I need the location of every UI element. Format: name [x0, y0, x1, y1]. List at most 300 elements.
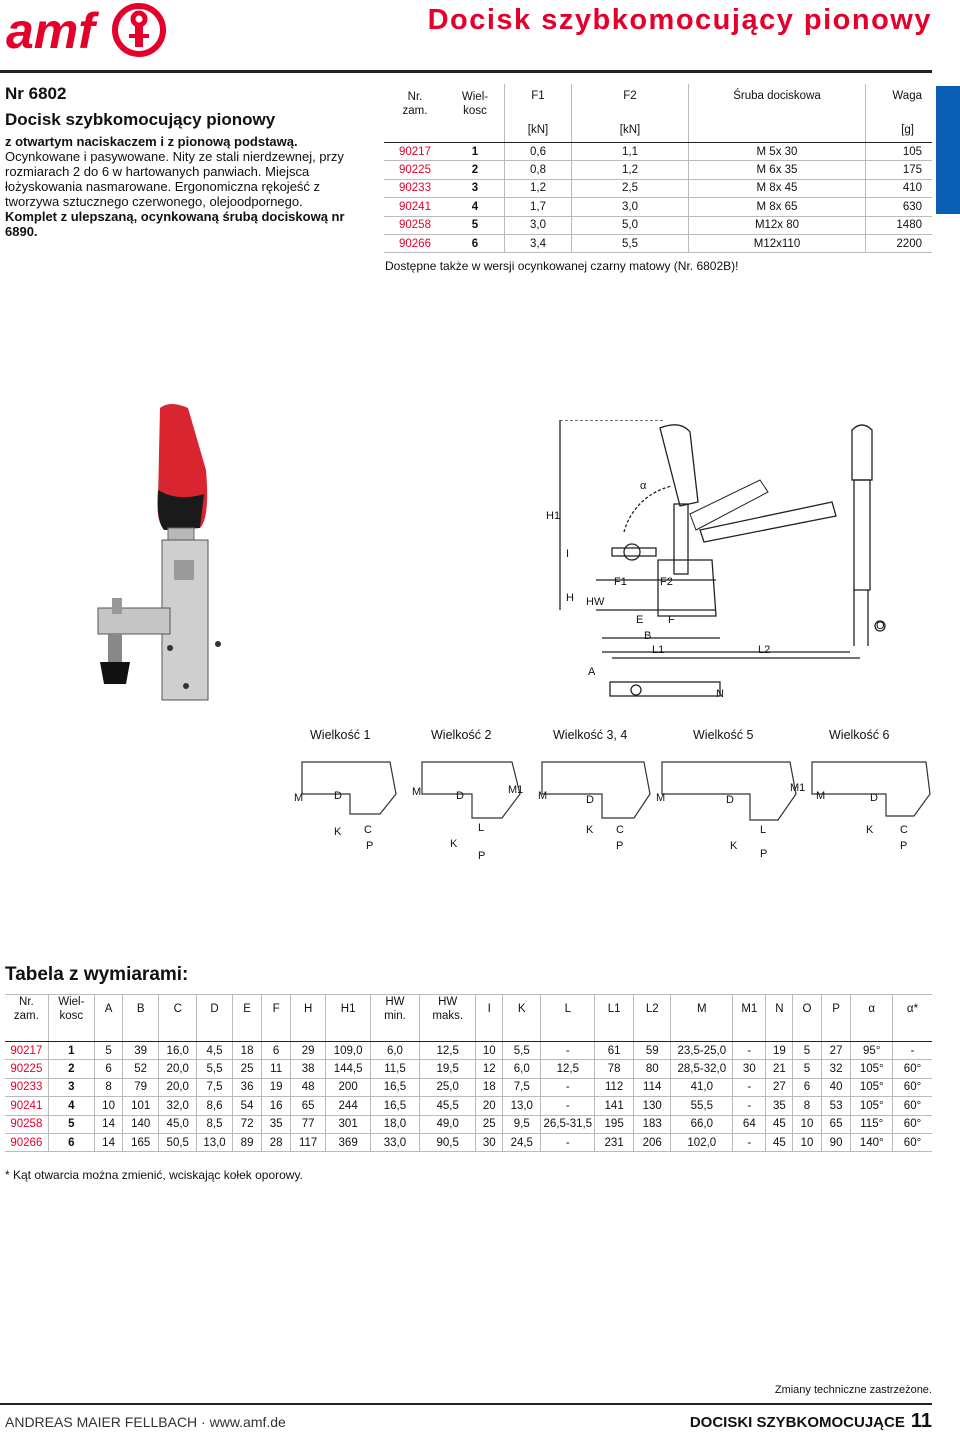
order-number: 90241 — [5, 1097, 48, 1115]
header-gap-cell — [595, 1023, 634, 1042]
table-cell: 183 — [634, 1115, 671, 1133]
drawing-dim-label: H — [566, 592, 574, 604]
footer-section — [690, 1410, 932, 1433]
table-cell: 5,5 — [572, 234, 689, 252]
table-cell: 3,0 — [572, 198, 689, 216]
table-cell: 5,5 — [503, 1042, 541, 1060]
table-cell: 5,5 — [197, 1060, 232, 1078]
variant-row — [384, 143, 932, 161]
table-cell: 3,0 — [505, 216, 572, 234]
table-cell: 12 — [476, 1060, 503, 1078]
table-cell: 5 — [793, 1042, 821, 1060]
table-cell: - — [733, 1042, 766, 1060]
drawing-dim-label: F2 — [660, 576, 673, 588]
table-cell: 20 — [476, 1097, 503, 1115]
table-cell: 1 — [48, 1042, 94, 1060]
drawing-dim-label: B — [644, 630, 652, 642]
dims-row — [5, 1060, 932, 1078]
table-cell: 45 — [766, 1115, 793, 1133]
table-cell: 25 — [476, 1115, 503, 1133]
table-cell: 60° — [892, 1115, 932, 1133]
size-dim-label: P — [900, 840, 908, 852]
variant-note: Dostępne także w wersji ocynkowanej czarny matowy (Nr. 6802B)! — [385, 259, 739, 273]
product-variants-table — [384, 84, 932, 253]
size-dim-label: P — [366, 840, 374, 852]
table-cell: 30 — [476, 1133, 503, 1151]
table-cell: 20,0 — [159, 1078, 197, 1096]
header-gap-cell — [5, 1023, 48, 1042]
table-cell: M 5x 30 — [689, 143, 866, 161]
table-cell: 2 — [446, 161, 505, 179]
order-number: 90241 — [384, 198, 446, 216]
unit-label: [kN] — [572, 118, 689, 143]
variant-row — [384, 234, 932, 252]
footer-company: ANDREAS MAIER FELLBACH · www.amf.de — [5, 1414, 286, 1430]
table-cell: 10 — [476, 1042, 503, 1060]
table-cell: 20,0 — [159, 1060, 197, 1078]
unit-label: [g] — [866, 118, 933, 143]
table-cell: 60° — [892, 1097, 932, 1115]
table-cell: 2200 — [866, 234, 933, 252]
header-gap-cell — [766, 1023, 793, 1042]
drawing-dim-label: E — [636, 614, 644, 626]
table-cell: 25,0 — [420, 1078, 476, 1096]
table-cell: 3 — [446, 179, 505, 197]
table-cell: 101 — [123, 1097, 159, 1115]
table-cell: 140° — [851, 1133, 893, 1151]
header-gap-cell — [159, 1023, 197, 1042]
table-cell: 80 — [634, 1060, 671, 1078]
product-name: Docisk szybkomocujący pionowy — [5, 110, 276, 129]
unit-label: [kN] — [505, 118, 572, 143]
col-header: Nr. zam. — [402, 91, 428, 117]
size-dim-label: M — [656, 792, 666, 804]
order-number: 90258 — [384, 216, 446, 234]
product-subtitle: z otwartym naciskaczem i z pionową podstawą. — [5, 134, 298, 149]
table-cell: 18,0 — [370, 1115, 419, 1133]
drawing-dim-label: I — [566, 548, 570, 560]
order-number: 90258 — [5, 1115, 48, 1133]
table-cell: 301 — [326, 1115, 370, 1133]
table-cell: 4 — [446, 198, 505, 216]
table-cell: 105° — [851, 1097, 893, 1115]
col-header: O — [793, 995, 821, 1024]
table-cell: 0,8 — [505, 161, 572, 179]
footer-section-title: DOCISKI SZYBKOMOCUJĄCE — [689, 1414, 905, 1431]
table-cell: 90,5 — [420, 1133, 476, 1151]
table-cell: M 8x 65 — [689, 198, 866, 216]
table-cell: 8,6 — [197, 1097, 232, 1115]
header-gap-cell — [851, 1023, 893, 1042]
col-header: N — [766, 995, 793, 1024]
col-header: B — [123, 995, 159, 1024]
table-cell: 1,7 — [505, 198, 572, 216]
size-dim-label: K — [334, 826, 342, 838]
size-dim-label: P — [616, 840, 624, 852]
header-gap-cell — [733, 1023, 766, 1042]
table-cell: 12,5 — [420, 1042, 476, 1060]
table-cell: - — [541, 1042, 595, 1060]
table-cell: 60° — [892, 1060, 932, 1078]
table-cell: 14 — [94, 1133, 122, 1151]
header-gap-cell — [370, 1023, 419, 1042]
variant-row — [384, 161, 932, 179]
table-cell: 25 — [232, 1060, 262, 1078]
table-cell: 90 — [821, 1133, 851, 1151]
drawing-dim-label: HW — [586, 596, 605, 608]
table-cell: 6 — [48, 1133, 94, 1151]
table-cell: M 8x 45 — [689, 179, 866, 197]
table-cell: M12x 80 — [689, 216, 866, 234]
col-header: F2 — [572, 84, 689, 118]
table-cell: 65 — [290, 1097, 326, 1115]
table-cell: 16,5 — [370, 1097, 419, 1115]
header-gap-cell — [290, 1023, 326, 1042]
table-cell: 3 — [48, 1078, 94, 1096]
table-cell: - — [541, 1097, 595, 1115]
variant-row — [384, 179, 932, 197]
table-cell: 0,6 — [505, 143, 572, 161]
table-cell: 112 — [595, 1078, 634, 1096]
col-header: I — [476, 995, 503, 1024]
table-cell: 630 — [866, 198, 933, 216]
variant-row — [384, 216, 932, 234]
table-cell: 10 — [793, 1115, 821, 1133]
header-gap-cell — [48, 1023, 94, 1042]
table-cell: 1 — [446, 143, 505, 161]
drawing-dim-label: F1 — [614, 576, 627, 588]
table-cell: 16,0 — [159, 1042, 197, 1060]
size-dim-label: K — [586, 824, 594, 836]
product-photo — [78, 400, 238, 715]
table-cell: 45,5 — [420, 1097, 476, 1115]
col-header: HW maks. — [420, 995, 476, 1024]
table-cell: 200 — [326, 1078, 370, 1096]
table-cell: 16 — [262, 1097, 290, 1115]
size-dim-label: C — [616, 824, 624, 836]
table-cell: 52 — [123, 1060, 159, 1078]
col-header: Wiel- kosc — [461, 91, 489, 117]
size-dim-label: K — [450, 838, 458, 850]
table-cell: 66,0 — [671, 1115, 733, 1133]
col-header: M1 — [733, 995, 766, 1024]
table-cell: - — [892, 1042, 932, 1060]
table-cell: 114 — [634, 1078, 671, 1096]
product-number: Nr 6802 — [5, 84, 67, 103]
table-cell: 105° — [851, 1060, 893, 1078]
table-cell: - — [733, 1133, 766, 1151]
header-gap-cell — [892, 1023, 932, 1042]
order-number: 90217 — [384, 143, 446, 161]
table-cell: 14 — [94, 1115, 122, 1133]
table-cell: 6,0 — [503, 1060, 541, 1078]
header-gap-cell — [671, 1023, 733, 1042]
table-cell: 36 — [232, 1078, 262, 1096]
amf-logo — [4, 2, 174, 65]
col-header: F — [262, 995, 290, 1024]
size-dim-label: M1 — [508, 784, 524, 796]
table-cell: 54 — [232, 1097, 262, 1115]
svg-text:amf: amf — [6, 3, 95, 59]
table-cell: 8 — [793, 1097, 821, 1115]
table-cell: 72 — [232, 1115, 262, 1133]
table-cell: 59 — [634, 1042, 671, 1060]
table-cell: 10 — [793, 1133, 821, 1151]
dims-row — [5, 1078, 932, 1096]
size-dim-label: M — [294, 792, 304, 804]
drawing-dim-label: H1 — [546, 510, 561, 522]
table-cell: 61 — [595, 1042, 634, 1060]
header-gap-cell — [503, 1023, 541, 1042]
table-cell: 11,5 — [370, 1060, 419, 1078]
table-cell: M 6x 35 — [689, 161, 866, 179]
table-cell: 49,0 — [420, 1115, 476, 1133]
col-header: Śruba dociskowa — [689, 84, 866, 118]
table-cell: 6 — [262, 1042, 290, 1060]
dims-header-row — [5, 995, 932, 1024]
table-cell: 9,5 — [503, 1115, 541, 1133]
size-label: Wielkość 5 — [693, 728, 754, 742]
table-cell: 29 — [290, 1042, 326, 1060]
col-header: C — [159, 995, 197, 1024]
table-cell: 7,5 — [503, 1078, 541, 1096]
size-dim-label: D — [586, 794, 594, 806]
size-dim-label: D — [870, 792, 878, 804]
table-cell: - — [733, 1078, 766, 1096]
drawing-dim-label: O — [876, 620, 885, 632]
header-divider — [0, 70, 932, 73]
table1-header-row — [384, 84, 932, 118]
page-number: 11 — [910, 1410, 932, 1432]
table-cell: 78 — [595, 1060, 634, 1078]
table-cell: 39 — [123, 1042, 159, 1060]
table-cell: 3,4 — [505, 234, 572, 252]
dims-row — [5, 1115, 932, 1133]
drawing-dim-label: L1 — [652, 644, 665, 656]
size-dim-label: D — [726, 794, 734, 806]
size-label: Wielkość 6 — [829, 728, 890, 742]
table-cell: 13,0 — [197, 1133, 232, 1151]
size-dim-label: D — [334, 790, 342, 802]
header-gap-cell — [821, 1023, 851, 1042]
table-cell: 6,0 — [370, 1042, 419, 1060]
size-label: Wielkość 3, 4 — [553, 728, 628, 742]
table-cell: 30 — [733, 1060, 766, 1078]
size-dim-label: M — [816, 790, 826, 802]
table-cell: 28,5-32,0 — [671, 1060, 733, 1078]
table-cell: 4,5 — [197, 1042, 232, 1060]
table-cell: 1,1 — [572, 143, 689, 161]
size-dim-label: K — [866, 824, 874, 836]
col-header: Wiel- kosc — [48, 995, 94, 1024]
col-header: K — [503, 995, 541, 1024]
dims-row — [5, 1133, 932, 1151]
table-cell: 5 — [793, 1060, 821, 1078]
table-cell: 105° — [851, 1078, 893, 1096]
table-cell: 11 — [262, 1060, 290, 1078]
variant-row — [384, 198, 932, 216]
size-dim-label: M — [538, 790, 548, 802]
table-cell: 16,5 — [370, 1078, 419, 1096]
dims-row — [5, 1042, 932, 1060]
table-cell: 65 — [821, 1115, 851, 1133]
size-dim-label: K — [730, 840, 738, 852]
table-cell: 79 — [123, 1078, 159, 1096]
header-gap-cell — [420, 1023, 476, 1042]
table-cell: 130 — [634, 1097, 671, 1115]
col-header: A — [94, 995, 122, 1024]
header-gap-cell — [197, 1023, 232, 1042]
table-cell: 5 — [94, 1042, 122, 1060]
size-dim-label: M1 — [790, 782, 806, 794]
col-header: α* — [892, 995, 932, 1024]
col-header: P — [821, 995, 851, 1024]
table-cell: 115° — [851, 1115, 893, 1133]
page-title: Docisk szybkomocujący pionowy — [427, 4, 932, 36]
order-number: 90233 — [384, 179, 446, 197]
order-number: 90225 — [384, 161, 446, 179]
table-cell: 19,5 — [420, 1060, 476, 1078]
col-header: E — [232, 995, 262, 1024]
size-dim-label: L — [760, 824, 767, 836]
col-header: M — [671, 995, 733, 1024]
table-cell: 32 — [821, 1060, 851, 1078]
table-cell: 410 — [866, 179, 933, 197]
table-cell: 53 — [821, 1097, 851, 1115]
technical-changes-note: Zmiany techniczne zastrzeżone. — [774, 1384, 932, 1396]
header-gap-cell — [634, 1023, 671, 1042]
col-header: α — [851, 995, 893, 1024]
col-header: HW min. — [370, 995, 419, 1024]
table-cell: 89 — [232, 1133, 262, 1151]
table-cell: 64 — [733, 1115, 766, 1133]
table-cell: 23,5-25,0 — [671, 1042, 733, 1060]
table-cell: 33,0 — [370, 1133, 419, 1151]
table-cell: 40 — [821, 1078, 851, 1096]
order-number: 90233 — [5, 1078, 48, 1096]
col-header: H — [290, 995, 326, 1024]
size-label: Wielkość 2 — [431, 728, 492, 742]
table-cell: 13,0 — [503, 1097, 541, 1115]
product-description — [5, 134, 355, 239]
table-cell: 38 — [290, 1060, 326, 1078]
table-cell: 19 — [262, 1078, 290, 1096]
table-cell: 2 — [48, 1060, 94, 1078]
col-header: H1 — [326, 995, 370, 1024]
col-header: Waga — [866, 84, 933, 118]
technical-drawing — [540, 420, 900, 715]
table-cell: 6 — [793, 1078, 821, 1096]
table-cell: 1,2 — [505, 179, 572, 197]
table-cell: 45,0 — [159, 1115, 197, 1133]
table-cell: 35 — [766, 1097, 793, 1115]
table-cell: 8 — [94, 1078, 122, 1096]
table-cell: 48 — [290, 1078, 326, 1096]
dimensions-title: Tabela z wymiarami: — [5, 964, 189, 985]
header-gap-cell — [123, 1023, 159, 1042]
table-cell: - — [541, 1078, 595, 1096]
table-cell: 77 — [290, 1115, 326, 1133]
table-cell: 24,5 — [503, 1133, 541, 1151]
table-cell: 60° — [892, 1078, 932, 1096]
col-header: D — [197, 995, 232, 1024]
table-cell: - — [733, 1097, 766, 1115]
table-cell: 41,0 — [671, 1078, 733, 1096]
table-cell: 105 — [866, 143, 933, 161]
table-cell: 4 — [48, 1097, 94, 1115]
table-cell: 8,5 — [197, 1115, 232, 1133]
table-cell: 10 — [94, 1097, 122, 1115]
table-cell: 5,0 — [572, 216, 689, 234]
dims-row — [5, 1097, 932, 1115]
table-cell: 195 — [595, 1115, 634, 1133]
table-cell: 109,0 — [326, 1042, 370, 1060]
header-gap-cell — [94, 1023, 122, 1042]
table-cell: 18 — [232, 1042, 262, 1060]
table-cell: 27 — [821, 1042, 851, 1060]
dims-header-gap — [5, 1023, 932, 1042]
header-gap-cell — [541, 1023, 595, 1042]
table-cell: 18 — [476, 1078, 503, 1096]
table-cell: 12,5 — [541, 1060, 595, 1078]
size-dim-label: M — [412, 786, 422, 798]
header-gap-cell — [326, 1023, 370, 1042]
table-cell: 6 — [446, 234, 505, 252]
table-cell: 28 — [262, 1133, 290, 1151]
table-cell: 35 — [262, 1115, 290, 1133]
product-desc-bold: Komplet z ulepszaną, ocynkowaną śrubą dociskową nr 6890. — [5, 209, 345, 239]
size-variants-row — [290, 724, 950, 894]
table-cell: 1,2 — [572, 161, 689, 179]
table-cell: 206 — [634, 1133, 671, 1151]
table-cell: 7,5 — [197, 1078, 232, 1096]
table-cell: 6 — [94, 1060, 122, 1078]
table-cell: 2,5 — [572, 179, 689, 197]
product-desc-text: Ocynkowane i pasywowane. Nity ze stali nierdzewnej, przy rozmiarach 2 do 6 w hartowanych panwiach. Miejsca łożyskowania nasmarowane. Ergonomiczna rękojeść z tworzywa sztucznego czerwonego, olejoodpornego. — [5, 149, 344, 209]
table-cell: - — [541, 1133, 595, 1151]
order-number: 90266 — [5, 1133, 48, 1151]
section-tab-marker — [936, 86, 960, 214]
table-cell: 5 — [446, 216, 505, 234]
table-cell: 144,5 — [326, 1060, 370, 1078]
table-cell: 102,0 — [671, 1133, 733, 1151]
table-cell: 55,5 — [671, 1097, 733, 1115]
dims-footnote: * Kąt otwarcia można zmienić, wciskając kołek oporowy. — [5, 1168, 303, 1182]
table-cell: 50,5 — [159, 1133, 197, 1151]
table-cell: 231 — [595, 1133, 634, 1151]
drawing-dim-label: F — [668, 614, 675, 626]
header-gap-cell — [262, 1023, 290, 1042]
table1-units-row — [384, 118, 932, 143]
table-cell: 369 — [326, 1133, 370, 1151]
drawing-dim-label: α — [640, 480, 647, 492]
table-cell: 27 — [766, 1078, 793, 1096]
size-dim-label: P — [478, 850, 486, 862]
table-cell: 5 — [48, 1115, 94, 1133]
drawing-dim-label: N — [716, 688, 724, 700]
header-gap-cell — [476, 1023, 503, 1042]
col-header: L2 — [634, 995, 671, 1024]
size-label: Wielkość 1 — [310, 728, 371, 742]
order-number: 90217 — [5, 1042, 48, 1060]
footer-divider — [0, 1403, 932, 1405]
table-cell: 21 — [766, 1060, 793, 1078]
table-cell: 117 — [290, 1133, 326, 1151]
header-gap-cell — [793, 1023, 821, 1042]
size-dim-label: C — [364, 824, 372, 836]
table-cell: 45 — [766, 1133, 793, 1151]
dimensions-table — [5, 994, 932, 1152]
